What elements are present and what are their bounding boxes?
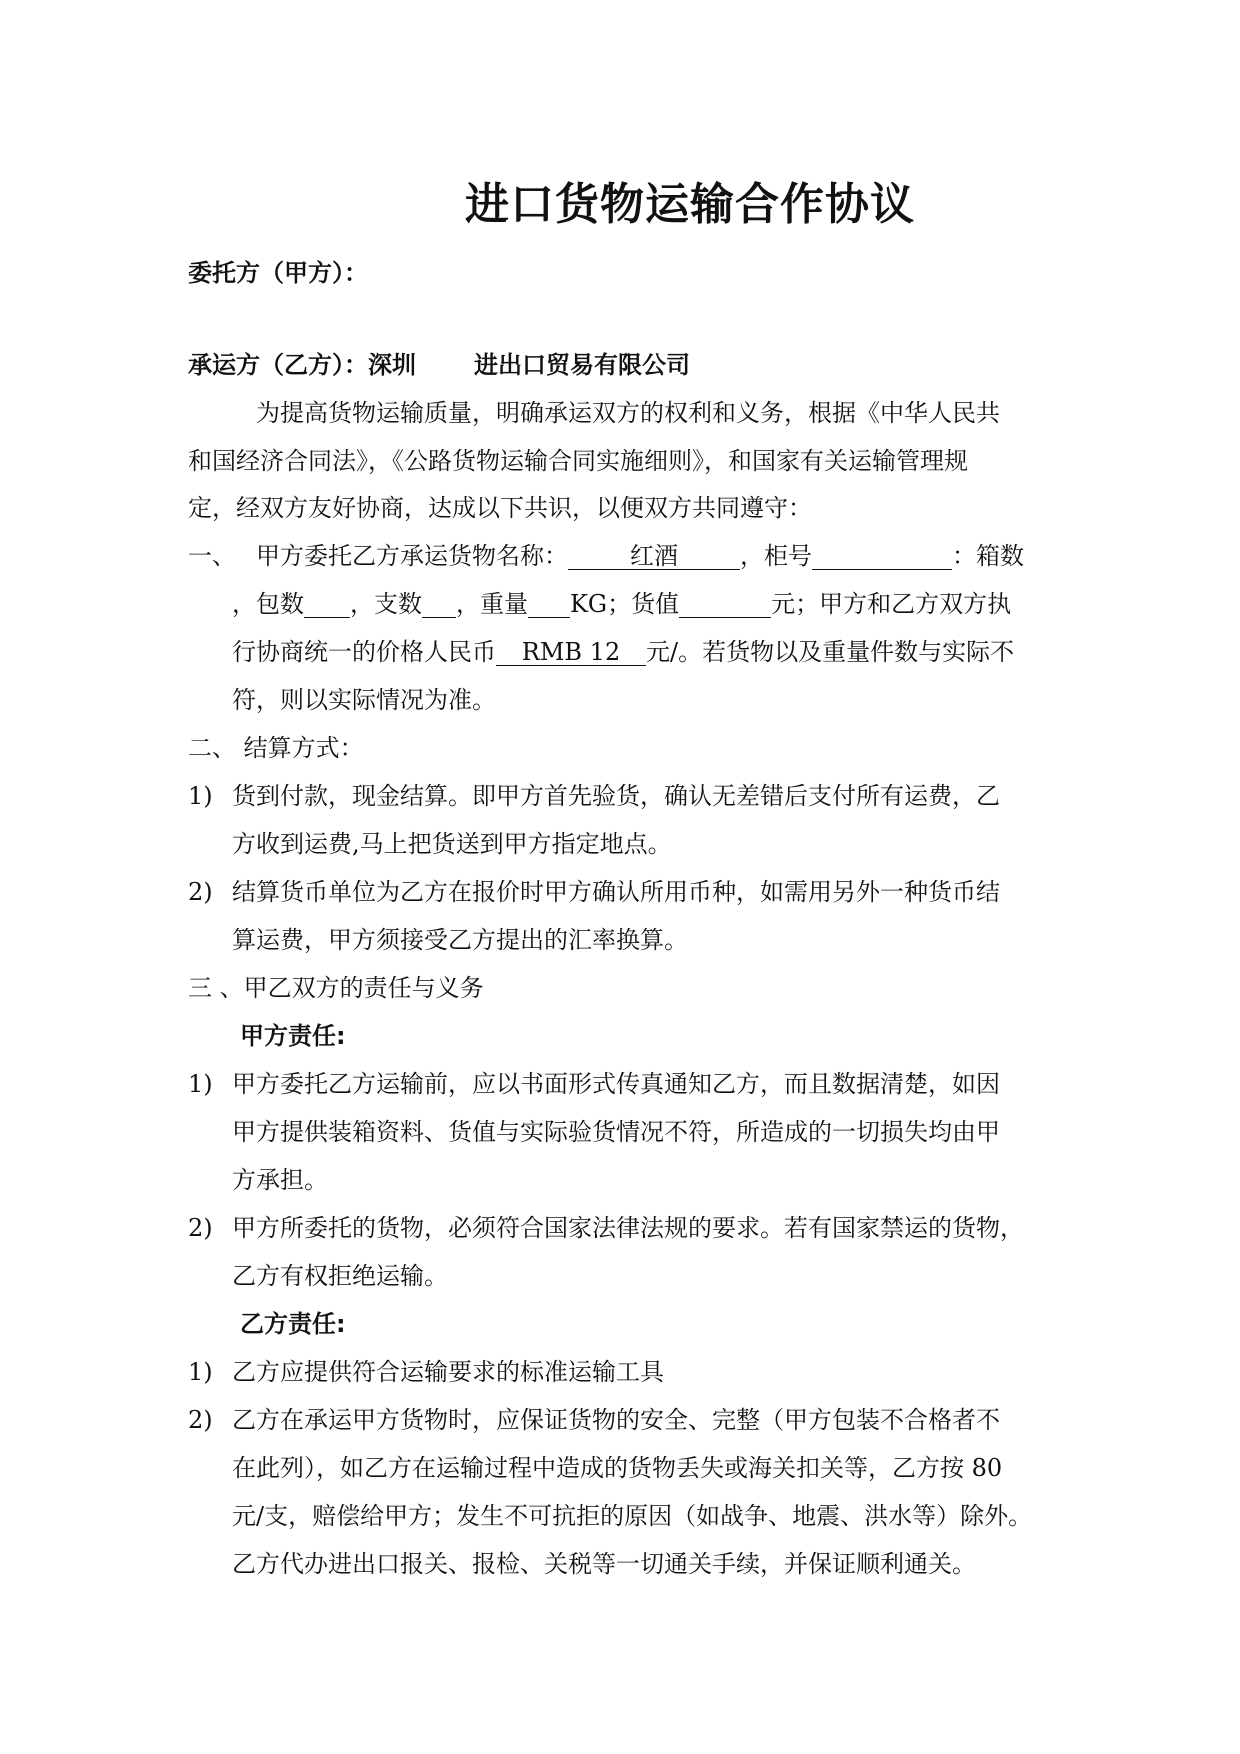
party-a-item1-number: 1) [188,1070,213,1098]
goods-value-label: KG；货值 [570,590,680,618]
party-b-item2-line1: 乙方在承运甲方货物时，应保证货物的安全、完整（甲方包装不合格者不 [232,1406,1000,1434]
intro-line-1: 为提高货物运输质量，明确承运双方的权利和义务，根据《中华人民共 [256,399,1000,427]
section1-number: 一、 [188,542,236,570]
party-a-item1-line2: 甲方提供装箱资料、货值与实际验货情况不符，所造成的一切损失均由甲 [232,1118,1000,1146]
party-a-item2-line1: 甲方所委托的货物，必须符合国家法律法规的要求。若有国家禁运的货物， [232,1214,1024,1242]
section2-item1-line1: 货到付款，现金结算。即甲方首先验货，确认无差错后支付所有运费，乙 [232,782,1000,810]
party-a-item1-line1: 甲方委托乙方运输前，应以书面形式传真通知乙方，而且数据清楚，如因 [232,1070,1000,1098]
price-field: RMB 12 [496,639,646,666]
section1-line-2 [232,589,1011,619]
carrier-line [188,350,690,380]
intro-line-3: 定，经双方友好协商，达成以下共识，以便双方共同遵守： [188,494,812,522]
price-label: 行协商统一的价格人民币 [232,638,496,666]
container-number-field [812,543,952,570]
intro-line-2: 和国经济合同法》，《公路货物运输合同实施细则》，和国家有关运输管理规 [188,447,968,475]
party-b-item2-line2: 在此列），如乙方在运输过程中造成的货物丢失或海关扣关等，乙方按 80 [232,1454,1003,1482]
section1-line-3 [232,637,1014,667]
section1-line-1 [188,541,1024,571]
section3-heading: 三 、甲乙双方的责任与义务 [188,974,484,1002]
party-a-item1-line3: 方承担。 [232,1166,328,1194]
section1-line3-tail: 元/。若货物以及重量件数与实际不 [646,638,1015,666]
party-b-item2-line4: 乙方代办进出口报关、报检、关税等一切通关手续，并保证顺利通关。 [232,1550,976,1578]
carrier-company: 进出口贸易有限公司 [474,351,690,379]
section2-item1-line2: 方收到运费,马上把货送到甲方指定地点。 [232,830,672,858]
party-b-item2-number: 2) [188,1406,213,1434]
carrier-label: 承运方（乙方）：深圳 [188,351,416,379]
client-label: 委托方（甲方）： [188,259,368,287]
party-b-item1-line1: 乙方应提供符合运输要求的标准运输工具 [232,1358,664,1386]
party-b-item2-line3: 元/支，赔偿给甲方；发生不可抗拒的原因（如战争、地震、洪水等）除外。 [232,1502,1033,1530]
weight-label: ，重量 [456,590,528,618]
container-label: ，柜号 [740,542,812,570]
piece-count-label: ，支数 [350,590,422,618]
party-b-heading: 乙方责任: [240,1310,346,1338]
box-count-label: ：箱数 [952,542,1024,570]
section1-line-4: 符，则以实际情况为准。 [232,686,496,714]
document-title: 进口货物运输合作协议 [465,179,915,230]
section2-heading: 二、 结算方式： [188,734,364,762]
party-a-heading: 甲方责任: [240,1022,346,1050]
section2-item1-number: 1) [188,782,213,810]
package-count-field [304,591,350,618]
section1-line2-tail: 元；甲方和乙方双方执 [771,590,1012,618]
party-a-item2-number: 2) [188,1214,213,1242]
party-a-item2-line2: 乙方有权拒绝运输。 [232,1262,448,1290]
package-count-label: ，包数 [232,590,304,618]
section2-item2-line2: 算运费，甲方须接受乙方提出的汇率换算。 [232,926,688,954]
piece-count-field [422,591,456,618]
section1-text: 甲方委托乙方承运货物名称： [256,542,568,570]
section2-item2-number: 2) [188,878,213,906]
section2-item2-line1: 结算货币单位为乙方在报价时甲方确认所用币种，如需用另外一种货币结 [232,878,1000,906]
goods-value-field [679,591,771,618]
weight-field [528,591,570,618]
goods-name-field: 红酒 [568,543,740,570]
party-b-item1-number: 1) [188,1358,213,1386]
